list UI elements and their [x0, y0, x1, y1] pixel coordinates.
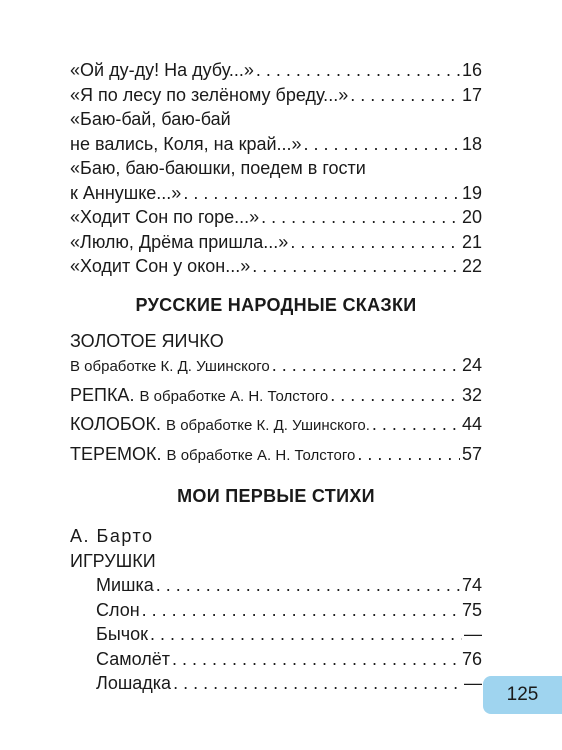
table-of-contents	[70, 58, 482, 696]
entry-title-line: «Баю-бай, баю-бай	[70, 109, 231, 129]
entry-page: 74	[461, 575, 482, 595]
entry-page: 21	[461, 231, 482, 252]
entry-title: Самолёт	[96, 648, 170, 669]
entry-page: 19	[461, 182, 482, 203]
entry-title: «Я по лесу по зелёному бреду...»	[70, 84, 349, 105]
entry-title: Слон	[96, 599, 140, 620]
entry-page: 17	[461, 84, 482, 105]
dot-leader	[173, 671, 462, 696]
entry-page: 22	[461, 256, 482, 276]
dot-leader	[252, 254, 460, 279]
entry-page: 44	[461, 414, 482, 434]
dot-leader	[372, 412, 460, 437]
entry-title-group	[70, 442, 355, 469]
entry-title: Бычок	[96, 624, 149, 644]
entry-subtitle: В обработке К. Д. Ушинского.	[166, 417, 370, 434]
toc-entry	[70, 83, 482, 108]
entry-title: «Ходит Сон у окон...»	[70, 256, 251, 276]
entry-page: 24	[461, 355, 482, 375]
toc-entry	[70, 383, 482, 410]
entry-page: 18	[461, 133, 482, 154]
dot-leader	[172, 647, 460, 672]
entry-subtitle: В обработке А. Н. Толстого	[139, 387, 329, 405]
toc-entry	[70, 205, 482, 230]
toc-entry	[96, 647, 482, 672]
toc-entry	[70, 58, 482, 83]
dot-leader	[156, 573, 460, 598]
entry-title: к Аннушке...»	[70, 182, 182, 203]
toc-entry	[70, 412, 482, 439]
dot-leader	[290, 230, 460, 255]
entry-title: КОЛОБОК.	[70, 414, 161, 434]
entry-page: 20	[461, 207, 482, 227]
page-number-tab	[483, 676, 562, 714]
toc-entry	[96, 671, 482, 696]
dot-leader	[150, 622, 462, 647]
dot-leader	[272, 353, 460, 378]
dot-leader	[183, 181, 460, 206]
entry-page: —	[464, 673, 482, 693]
toc-entry	[96, 573, 482, 598]
toc-entry	[70, 254, 482, 279]
section-heading-fairytales: РУССКИЕ НАРОДНЫЕ СКАЗКИ	[135, 294, 417, 315]
section-heading-poems: МОИ ПЕРВЫЕ СТИХИ	[177, 486, 375, 506]
entry-page: 16	[461, 60, 482, 80]
entry-title-line: «Баю, баю-баюшки, поедем в гости	[70, 158, 366, 178]
entry-page: 76	[461, 648, 482, 669]
toc-entry	[96, 598, 482, 623]
entry-page: 32	[461, 384, 482, 405]
entry-title: Мишка	[96, 575, 154, 595]
entry-page: 75	[461, 599, 482, 620]
dot-leader	[357, 442, 460, 467]
toc-entry	[70, 442, 482, 469]
cycle-title: ИГРУШКИ	[70, 550, 156, 571]
entry-title: «Ходит Сон по горе...»	[70, 207, 260, 227]
entry-subtitle: В обработке К. Д. Ушинского	[70, 358, 270, 375]
entry-title: РЕПКА.	[70, 384, 135, 405]
entry-subtitle: В обработке А. Н. Толстого	[166, 446, 356, 464]
toc-entry	[70, 132, 482, 157]
entry-title: «Ой ду-ду! На дубу...»	[70, 60, 254, 80]
dot-leader	[142, 598, 460, 623]
page-number: 125	[506, 684, 539, 705]
entry-title: ТЕРЕМОК.	[70, 443, 162, 464]
entry-title: не вались, Коля, на край...»	[70, 133, 302, 154]
toc-entry	[70, 181, 482, 206]
entry-page: 57	[461, 443, 482, 464]
toc-entry	[70, 353, 482, 380]
entry-title-line: ЗОЛОТОЕ ЯИЧКО	[70, 330, 224, 351]
entry-title-group	[70, 412, 370, 439]
entry-title: «Люлю, Дрёма пришла...»	[70, 231, 289, 252]
author-name: А. Барто	[70, 526, 154, 546]
entry-page: —	[464, 624, 482, 644]
toc-entry	[70, 230, 482, 255]
toc-entry	[96, 622, 482, 647]
dot-leader	[304, 132, 460, 157]
entry-title: Лошадка	[96, 673, 172, 693]
dot-leader	[256, 58, 460, 83]
dot-leader	[330, 383, 460, 408]
entry-title-group	[70, 383, 328, 410]
dot-leader	[261, 205, 460, 230]
dot-leader	[350, 83, 460, 108]
